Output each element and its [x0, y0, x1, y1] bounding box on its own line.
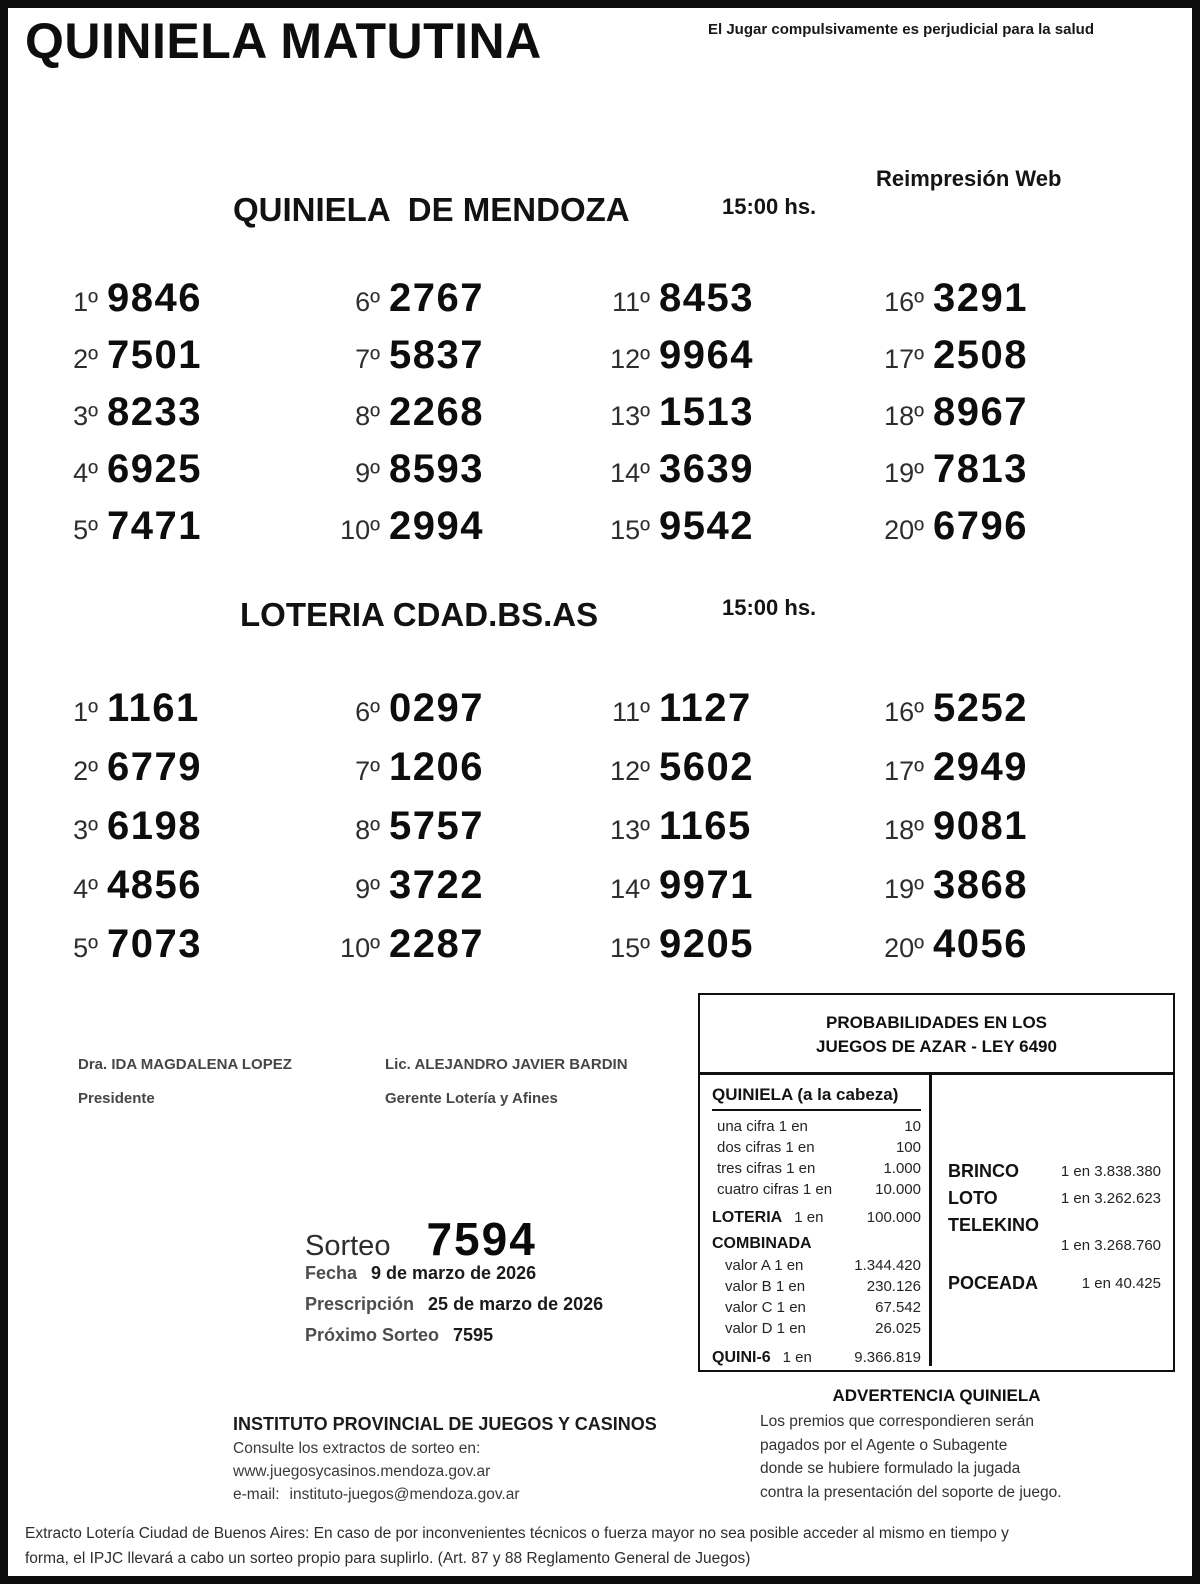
- probabilities-left-column: [700, 1075, 932, 1366]
- quini6-odds-row: [712, 1347, 921, 1366]
- institute-line: Consulte los extractos de sorteo en:: [233, 1440, 481, 1457]
- winning-number: 5837: [389, 333, 484, 377]
- winning-number: 7501: [107, 333, 202, 377]
- position-label: 8º: [355, 401, 380, 431]
- result-cell: [48, 333, 330, 390]
- position-label: 9º: [355, 874, 380, 904]
- position-label: 1º: [73, 697, 98, 727]
- result-cell: [330, 922, 600, 981]
- winning-number: 3291: [933, 276, 1028, 320]
- quiniela-odds-header: QUINIELA (a la cabeza): [712, 1080, 921, 1111]
- game-odds-value: 1 en 3.268.760: [1060, 1237, 1161, 1254]
- position-label: 4º: [73, 874, 98, 904]
- winning-number: 8453: [659, 276, 754, 320]
- position-label: 19º: [884, 458, 924, 488]
- position-label: 20º: [884, 515, 924, 545]
- odds-row: [712, 1297, 921, 1318]
- loteria-odds-row: [712, 1207, 921, 1228]
- position-label: 7º: [355, 756, 380, 786]
- winning-number: 9846: [107, 276, 202, 320]
- odds-row: [712, 1179, 921, 1200]
- winning-number: 1127: [659, 686, 752, 730]
- result-cell: [48, 745, 330, 804]
- position-label: 1º: [73, 287, 98, 317]
- position-label: 2º: [73, 756, 98, 786]
- odds-label: una cifra 1 en: [717, 1118, 808, 1135]
- result-cell: [330, 804, 600, 863]
- draw-info-label: Prescripción: [305, 1294, 415, 1314]
- winning-number: 9964: [659, 333, 754, 377]
- result-cell: [330, 504, 600, 561]
- result-cell: [600, 390, 874, 447]
- game-name: BRINCO: [948, 1161, 1019, 1181]
- signature-role-president: Presidente: [78, 1090, 155, 1107]
- position-label: 13º: [610, 401, 650, 431]
- odds-value: 230.126: [866, 1278, 921, 1295]
- result-cell: [874, 390, 1100, 447]
- game-odds-brinco: [948, 1160, 1161, 1182]
- combinada-odds-rows: [712, 1255, 921, 1339]
- result-cell: [874, 804, 1100, 863]
- result-cell: [600, 447, 874, 504]
- odds-value: 1.344.420: [854, 1257, 921, 1274]
- winning-number: 2287: [389, 922, 484, 966]
- website-url: www.juegosycasinos.mendoza.gov.ar: [233, 1463, 491, 1480]
- results-grid-mendoza: [48, 276, 1118, 561]
- probabilities-title: [700, 995, 1173, 1075]
- winning-number: 6796: [933, 504, 1028, 548]
- game-name: LOTO: [948, 1188, 998, 1208]
- odds-label: dos cifras 1 en: [717, 1139, 815, 1156]
- winning-number: 0297: [389, 686, 484, 730]
- position-label: 15º: [610, 515, 650, 545]
- winning-number: 6779: [107, 745, 202, 789]
- position-label: 3º: [73, 815, 98, 845]
- sorteo-number: 7594: [426, 1213, 537, 1265]
- position-label: 13º: [610, 815, 650, 845]
- game-name: POCEADA: [948, 1273, 1039, 1293]
- position-label: 5º: [73, 933, 98, 963]
- winning-number: 4056: [933, 922, 1028, 966]
- result-cell: [600, 922, 874, 981]
- draw-info-row: [305, 1258, 635, 1289]
- signature-role-manager: Gerente Lotería y Afines: [385, 1090, 558, 1107]
- winning-number: 9081: [933, 804, 1028, 848]
- odds-label: cuatro cifras 1 en: [717, 1181, 833, 1198]
- probabilities-title-line2: JUEGOS DE AZAR - LEY 6490: [816, 1037, 1057, 1056]
- advertencia-line: contra la presentación del soporte de juego.: [760, 1483, 1062, 1501]
- probabilities-box: [698, 993, 1175, 1372]
- winning-number: 8233: [107, 390, 202, 434]
- winning-number: 2949: [933, 745, 1028, 789]
- probabilities-right-column: [932, 1075, 1173, 1366]
- odds-value: 10.000: [875, 1181, 921, 1198]
- signature-name-president: Dra. IDA MAGDALENA LOPEZ: [78, 1056, 292, 1073]
- position-label: 4º: [73, 458, 98, 488]
- section-title-bsas: LOTERIA CDAD.BS.AS: [240, 596, 599, 633]
- odds-row: [712, 1158, 921, 1179]
- odds-row: [712, 1318, 921, 1339]
- winning-number: 9971: [659, 863, 754, 907]
- advertencia-title: ADVERTENCIA QUINIELA: [832, 1386, 1041, 1405]
- footer-line: Extracto Lotería Ciudad de Buenos Aires: En caso de por inconvenientes técnicos o fuerza mayor no sea posible acceder al mismo en tiempo y: [25, 1525, 1009, 1542]
- draw-info-label: Próximo Sorteo: [305, 1325, 440, 1345]
- position-label: 17º: [884, 344, 924, 374]
- winning-number: 9542: [659, 504, 754, 548]
- winning-number: 1513: [659, 390, 754, 434]
- game-odds-value: 1 en 40.425: [1081, 1275, 1161, 1292]
- position-label: 3º: [73, 401, 98, 431]
- draw-time-bsas: 15:00 hs.: [722, 595, 817, 620]
- result-cell: [48, 804, 330, 863]
- position-label: 18º: [884, 401, 924, 431]
- page-title: QUINIELA MATUTINA: [25, 13, 542, 69]
- winning-number: 2994: [389, 504, 484, 548]
- odds-row: [712, 1116, 921, 1137]
- advertencia-line: Los premios que correspondieren serán: [760, 1413, 1034, 1430]
- odds-row: [712, 1276, 921, 1297]
- result-cell: [330, 686, 600, 745]
- winning-number: 7073: [107, 922, 202, 966]
- winning-number: 1206: [389, 745, 484, 789]
- result-cell: [874, 745, 1100, 804]
- draw-info-value: 7595: [453, 1325, 494, 1345]
- odds-value: 67.542: [875, 1299, 921, 1316]
- odds-value: 1.000: [883, 1160, 921, 1177]
- result-cell: [874, 863, 1100, 922]
- result-cell: [600, 686, 874, 745]
- odds-label: valor A 1 en: [725, 1257, 804, 1274]
- result-cell: [874, 686, 1100, 745]
- email-address: instituto-juegos@mendoza.gov.ar: [289, 1486, 520, 1503]
- probabilities-body: [700, 1075, 1173, 1366]
- winning-number: 5252: [933, 686, 1028, 730]
- email-line: [233, 1486, 520, 1504]
- position-label: 10º: [340, 515, 380, 545]
- odds-label: valor C 1 en: [725, 1299, 806, 1316]
- odds-label: QUINI-6: [712, 1349, 771, 1366]
- result-cell: [330, 276, 600, 333]
- position-label: 6º: [355, 697, 380, 727]
- result-cell: [874, 333, 1100, 390]
- odds-value: 26.025: [875, 1320, 921, 1337]
- draw-info: [305, 1258, 635, 1351]
- result-cell: [874, 922, 1100, 981]
- signature-name-manager: Lic. ALEJANDRO JAVIER BARDIN: [385, 1056, 628, 1073]
- health-warning: El Jugar compulsivamente es perjudicial para la salud: [708, 21, 1094, 38]
- position-label: 11º: [612, 287, 650, 317]
- game-odds-value: 1 en 3.838.380: [1060, 1163, 1161, 1180]
- result-cell: [874, 276, 1100, 333]
- winning-number: 7813: [933, 447, 1028, 491]
- odds-label: valor B 1 en: [725, 1278, 806, 1295]
- odds-value: 10: [904, 1118, 921, 1135]
- position-label: 12º: [610, 756, 650, 786]
- quiniela-odds-rows: [712, 1116, 921, 1200]
- draw-info-row: [305, 1289, 635, 1320]
- game-odds-value: 1 en 3.262.623: [1060, 1190, 1161, 1207]
- reprint-label: Reimpresión Web: [876, 166, 1062, 191]
- result-cell: [48, 504, 330, 561]
- winning-number: 5602: [659, 745, 754, 789]
- winning-number: 2508: [933, 333, 1028, 377]
- position-label: 18º: [884, 815, 924, 845]
- odds-label: tres cifras 1 en: [717, 1160, 816, 1177]
- position-label: 14º: [610, 458, 650, 488]
- result-cell: [600, 276, 874, 333]
- result-cell: [600, 863, 874, 922]
- winning-number: 1161: [107, 686, 200, 730]
- draw-info-value: 25 de marzo de 2026: [428, 1294, 604, 1314]
- advertencia-text: [760, 1410, 1062, 1504]
- position-label: 10º: [340, 933, 380, 963]
- position-label: 17º: [884, 756, 924, 786]
- game-odds-telekino: [948, 1214, 1161, 1256]
- odds-value: 9.366.819: [854, 1349, 921, 1366]
- result-cell: [600, 504, 874, 561]
- winning-number: 3639: [659, 447, 754, 491]
- winning-number: 6198: [107, 804, 202, 848]
- winning-number: 8967: [933, 390, 1028, 434]
- result-cell: [330, 745, 600, 804]
- odds-row: [712, 1137, 921, 1158]
- winning-number: 1165: [659, 804, 752, 848]
- advertencia-line: pagados por el Agente o Subagente: [760, 1436, 1008, 1454]
- draw-info-value: 9 de marzo de 2026: [371, 1263, 537, 1283]
- footer-line: forma, el IPJC llevará a cabo un sorteo propio para suplirlo. (Art. 87 y 88 Reglamento General de Juegos): [25, 1550, 751, 1567]
- email-label: e-mail:: [233, 1486, 280, 1503]
- result-cell: [330, 447, 600, 504]
- result-cell: [48, 863, 330, 922]
- odds-value: 100: [895, 1139, 921, 1156]
- position-label: 8º: [355, 815, 380, 845]
- game-odds-loto: [948, 1187, 1161, 1209]
- result-cell: [48, 390, 330, 447]
- sorteo-label: Sorteo: [305, 1230, 391, 1262]
- institute-name: INSTITUTO PROVINCIAL DE JUEGOS Y CASINOS: [233, 1414, 657, 1434]
- position-label: 16º: [884, 697, 924, 727]
- probabilities-title-line1: PROBABILIDADES EN LOS: [825, 1013, 1048, 1032]
- odds-row: [712, 1255, 921, 1276]
- position-label: 14º: [610, 874, 650, 904]
- position-label: 20º: [884, 933, 924, 963]
- result-cell: [330, 863, 600, 922]
- advertencia-line: donde se hubiere formulado la jugada: [760, 1460, 1021, 1477]
- draw-info-row: [305, 1320, 635, 1351]
- winning-number: 7471: [107, 504, 202, 548]
- result-cell: [874, 504, 1100, 561]
- result-cell: [874, 447, 1100, 504]
- odds-mid: 1 en: [794, 1209, 824, 1226]
- results-grid-bsas: [48, 686, 1118, 981]
- winning-number: 2767: [389, 276, 484, 320]
- odds-label: LOTERIA: [712, 1209, 783, 1226]
- winning-number: 3868: [933, 863, 1028, 907]
- draw-time-mendoza: 15:00 hs.: [722, 194, 817, 219]
- section-title-mendoza: QUINIELA DE MENDOZA: [233, 191, 630, 228]
- winning-number: 8593: [389, 447, 484, 491]
- winning-number: 5757: [389, 804, 484, 848]
- result-cell: [48, 447, 330, 504]
- odds-label: valor D 1 en: [725, 1320, 806, 1337]
- draw-info-label: Fecha: [305, 1263, 358, 1283]
- position-label: 12º: [610, 344, 650, 374]
- position-label: 9º: [355, 458, 380, 488]
- odds-value: 100.000: [866, 1209, 921, 1226]
- result-cell: [330, 390, 600, 447]
- result-cell: [48, 686, 330, 745]
- game-odds-poceada: [948, 1272, 1161, 1294]
- result-cell: [330, 333, 600, 390]
- result-cell: [48, 922, 330, 981]
- position-label: 7º: [355, 344, 380, 374]
- winning-number: 4856: [107, 863, 202, 907]
- position-label: 16º: [884, 287, 924, 317]
- footer-note: [25, 1521, 1175, 1571]
- position-label: 2º: [73, 344, 98, 374]
- position-label: 11º: [612, 697, 650, 727]
- combinada-header: COMBINADA: [712, 1235, 812, 1252]
- odds-mid: 1 en: [782, 1349, 812, 1366]
- winning-number: 6925: [107, 447, 202, 491]
- position-label: 5º: [73, 515, 98, 545]
- winning-number: 3722: [389, 863, 484, 907]
- position-label: 15º: [610, 933, 650, 963]
- winning-number: 2268: [389, 390, 484, 434]
- result-cell: [600, 333, 874, 390]
- game-name: TELEKINO: [948, 1215, 1040, 1235]
- winning-number: 9205: [659, 922, 754, 966]
- position-label: 19º: [884, 874, 924, 904]
- result-cell: [600, 745, 874, 804]
- result-cell: [600, 804, 874, 863]
- position-label: 6º: [355, 287, 380, 317]
- result-cell: [48, 276, 330, 333]
